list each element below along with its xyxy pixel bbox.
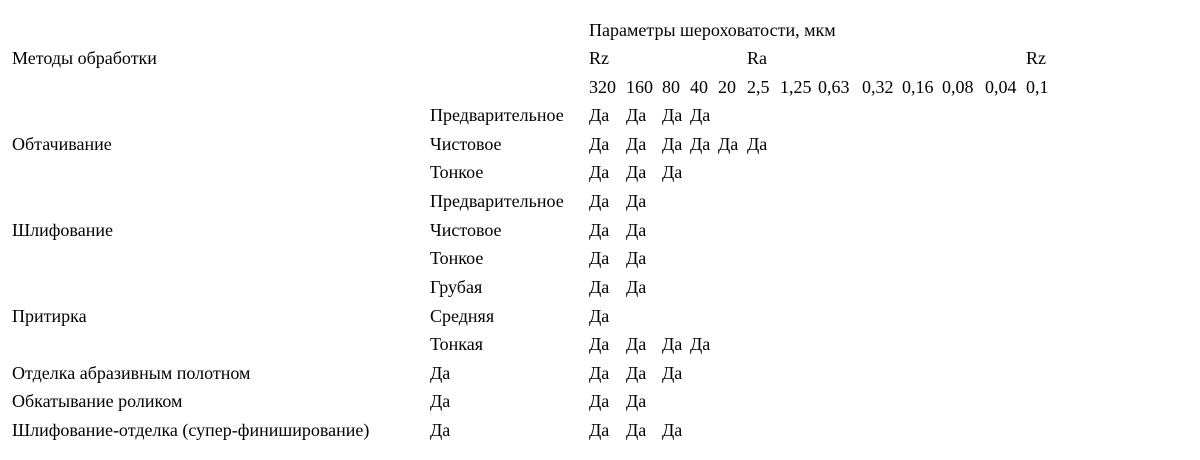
roughness-value: 1,25 <box>780 77 812 97</box>
roughness-value: 20 <box>718 77 736 97</box>
roughness-value: 0,16 <box>902 77 934 97</box>
table-cell-mark: Да <box>589 391 610 411</box>
table-cell-mark: Да <box>662 105 683 125</box>
table-cell-mark: Да <box>747 134 768 154</box>
method-label: Отделка абразивным полотном <box>12 363 251 383</box>
table-cell-mark: Да <box>430 420 451 440</box>
table-cell-mark: Да <box>589 134 610 154</box>
roughness-value: 0,63 <box>818 77 850 97</box>
table-cell-mark: Да <box>626 105 647 125</box>
group-label-rz-1: Rz <box>589 48 609 68</box>
submethod-label: Чистовое <box>430 220 502 240</box>
table-cell-mark: Да <box>626 220 647 240</box>
submethod-label: Чистовое <box>430 134 502 154</box>
table-cell-mark: Да <box>662 162 683 182</box>
roughness-value: 40 <box>690 77 708 97</box>
table-cell-mark: Да <box>718 134 739 154</box>
table-cell-mark: Да <box>626 334 647 354</box>
roughness-value: 0,08 <box>942 77 974 97</box>
submethod-label: Предварительное <box>430 105 564 125</box>
method-label: Обтачивание <box>12 134 112 154</box>
table-cell-mark: Да <box>626 391 647 411</box>
submethod-label: Тонкая <box>430 334 484 354</box>
table-cell-mark: Да <box>589 420 610 440</box>
roughness-value: 0,1 <box>1026 77 1049 97</box>
group-label-rz-2: Rz <box>1026 48 1046 68</box>
table-cell-mark: Да <box>589 334 610 354</box>
table-cell-mark: Да <box>662 134 683 154</box>
params-title: Параметры шероховатости, мкм <box>589 20 836 40</box>
roughness-value: 2,5 <box>747 77 770 97</box>
table-cell-mark: Да <box>626 363 647 383</box>
roughness-value: 320 <box>589 77 616 97</box>
method-label: Обкатывание роликом <box>12 391 183 411</box>
table-cell-mark: Да <box>626 277 647 297</box>
table-cell-mark: Да <box>589 277 610 297</box>
roughness-value: 160 <box>626 77 653 97</box>
submethod-label: Предварительное <box>430 191 564 211</box>
table-cell-mark: Да <box>626 248 647 268</box>
method-label: Шлифование-отделка (супер-финиширование) <box>12 420 370 440</box>
table-cell-mark: Да <box>662 334 683 354</box>
table-cell-mark: Да <box>430 363 451 383</box>
table-cell-mark: Да <box>690 105 711 125</box>
table-cell-mark: Да <box>662 363 683 383</box>
roughness-value: 0,32 <box>862 77 894 97</box>
table-cell-mark: Да <box>589 105 610 125</box>
table-cell-mark: Да <box>430 391 451 411</box>
submethod-label: Тонкое <box>430 162 484 182</box>
table-cell-mark: Да <box>626 162 647 182</box>
methods-label: Методы обработки <box>12 48 157 68</box>
table-cell-mark: Да <box>589 363 610 383</box>
submethod-label: Средняя <box>430 306 495 326</box>
method-label: Шлифование <box>12 220 113 240</box>
table-cell-mark: Да <box>690 134 711 154</box>
table-cell-mark: Да <box>626 420 647 440</box>
table-cell-mark: Да <box>589 248 610 268</box>
roughness-value: 0,04 <box>985 77 1017 97</box>
submethod-label: Грубая <box>430 277 483 297</box>
group-label-ra: Ra <box>747 48 767 68</box>
table-cell-mark: Да <box>589 220 610 240</box>
method-label: Притирка <box>12 306 87 326</box>
roughness-value: 80 <box>662 77 680 97</box>
table-cell-mark: Да <box>626 191 647 211</box>
table-cell-mark: Да <box>690 334 711 354</box>
table-cell-mark: Да <box>589 306 610 326</box>
submethod-label: Тонкое <box>430 248 484 268</box>
table-cell-mark: Да <box>589 162 610 182</box>
table-cell-mark: Да <box>662 420 683 440</box>
table-cell-mark: Да <box>626 134 647 154</box>
table-cell-mark: Да <box>589 191 610 211</box>
